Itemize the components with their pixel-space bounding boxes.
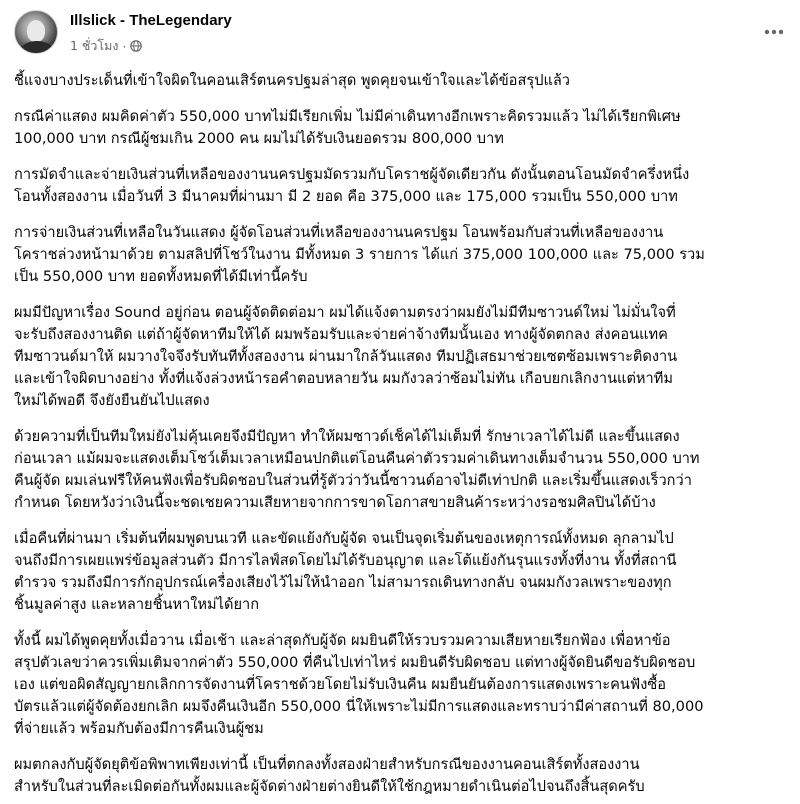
post-text-line: ที่จ่ายแล้ว พร้อมกับต้องมีการคืนเงินผู้ชม (14, 720, 264, 737)
post-text-line: ตำรวจ รวมถึงมีการกักอุปกรณ์เครื่องเสียงไว้ไม่ให้นำออก ไม่สามารถเดินทางกลับ จนผมกังวลเพราะของทุก (14, 574, 672, 591)
post-text-line: ทีมซาวนด์มาให้ ผมวางใจจึงรับทันทีทั้งสองงาน ผ่านมาใกล้วันแสดง ทีมปฏิเสธมาช่วยเซตซ้อมเพราะติดงาน (14, 348, 678, 365)
post-paragraph (14, 302, 788, 412)
post-text-line: กรณีค่าแสดง ผมคิดค่าตัว 550,000 บาทไม่มีเรียกเพิ่ม ไม่มีค่าเดินทางอีกเพราะคิดรวมแล้ว ไม่ได้เรียกพิเศษ (14, 108, 681, 125)
post-text-line: 100,000 บาท กรณีผู้ชมเกิน 2000 คน ผมไม่ได้รับเงินยอดรวม 800,000 บาท (14, 130, 504, 147)
post-header (0, 0, 800, 64)
post-timestamp[interactable]: 1 ชั่วโมง (70, 38, 119, 53)
post-text-line: ด้วยความที่เป็นทีมใหม่ยังไม่คุ้นเคยจึงมีปัญหา ทำให้ผมซาวด์เช็คได้ไม่เต็มที่ รักษาเวลาได้ไม่ดี และขึ้นแสดง (14, 428, 680, 445)
more-options-button[interactable] (762, 20, 786, 44)
post-text-line: โคราชล่วงหน้ามาด้วย ตามสลิปที่โชว์ในงาน มีทั้งหมด 3 รายการ ได้แก่ 375,000 100,000 และ 75,000 รวม (14, 246, 705, 263)
post-text-line: คืนผู้จัด ผมเล่นฟรีให้คนฟังเพื่อรับผิดชอบในส่วนที่รู้ตัวว่าวันนี้ซาวนด์อาจไม่ดีเท่าปกติ และเริ่มขึ้นแสดงเร็วกว่า (14, 472, 692, 489)
meta-separator: · (122, 38, 127, 54)
post-text-line: ชิ้นมูลค่าสูง และหลายชิ้นหาใหม่ได้ยาก (14, 596, 260, 613)
post-meta (70, 36, 142, 56)
post-text-line: ทั้งนี้ ผมได้พูดคุยทั้งเมื่อวาน เมื่อเช้า และล่าสุดกับผู้จัด ผมยินดีให้รวบรวมความเสียหายเรียกฟ้อง เพื่อหาข้อ (14, 632, 671, 649)
post-text-line: การจ่ายเงินส่วนที่เหลือในวันแสดง ผู้จัดโอนส่วนที่เหลือของงานนครปฐม โอนพร้อมกับส่วนที่เหลือของงาน (14, 224, 664, 241)
post-text-line: บัตรแล้วแต่ผู้จัดต้องยกเลิก ผมจึงคืนเงินอีก 550,000 นี่ให้เพราะไม่มีการแสดงและทราบว่ามีค่าสถานที่ 80,000 (14, 698, 704, 715)
post-text-line: ชี้แจงบางประเด็นที่เข้าใจผิดในคอนเสิร์ตนครปฐมล่าสุด พูดคุยจนเข้าใจและได้ข้อสรุปแล้ว (14, 72, 571, 89)
post-text-line: เป็น 550,000 บาท ยอดทั้งหมดที่ได้มีเท่านี้ครับ (14, 268, 308, 285)
post-text-line: เอง แต่ขอผิดสัญญายกเลิกการจัดงานที่โคราชด้วยโดยไม่รับเงินคืน ผมยืนยันต้องการแสดงเพราะคนฟังซื้อ (14, 676, 666, 693)
globe-icon[interactable] (130, 40, 142, 52)
post-text-line: สำหรับในส่วนที่ละเมิดต่อกันทั้งผมและผู้จัดต่างฝ่ายต่างยินดีให้ใช้กฎหมายดำเนินต่อไปจนถึงสิ้นสุดครับ (14, 778, 645, 795)
avatar-face (27, 20, 45, 42)
post-text-line: ใหม่ได้พอดี จึงยังยืนยันไปแสดง (14, 392, 210, 409)
post-text-line: ผมตกลงกับผู้จัดยุติข้อพิพาทเพียงเท่านี้ เป็นที่ตกลงทั้งสองฝ่ายสำหรับกรณีของงานคอนเสิร์ตทั้งสองงาน (14, 756, 640, 773)
post-text-line: จะรับถึงสองงานติด แต่ถ้าผู้จัดหาทีมให้ได้ ผมพร้อมรับและจ่ายค่าจ้างทีมนั้นเอง ทางผู้จัดตกลง ส่งคอนแทค (14, 326, 668, 343)
post-text-line: ก่อนเวลา แม้ผมจะแสดงเต็มโชว์เต็มเวลาเหมือนปกติแต่โอนคืนค่าตัวรวมค่าเดินทางเต็มจำนวน 550,000 บาท (14, 450, 700, 467)
post-paragraph (14, 164, 788, 208)
more-horizontal-icon (764, 29, 784, 35)
post-paragraph (14, 528, 788, 616)
author-name[interactable]: Illslick - TheLegendary (70, 12, 232, 29)
author-avatar[interactable] (14, 10, 58, 54)
post-paragraph (14, 630, 788, 740)
post-text-line: จนถึงมีการเผยแพร่ข้อมูลส่วนตัว มีการไลฟ์สดโดยไม่ได้รับอนุญาต และโต้แย้งกันรุนแรงทั้งที่งาน ทั้งที่สถานี (14, 552, 677, 569)
post-text-line: การมัดจำและจ่ายเงินส่วนที่เหลือของงานนครปฐมมัดรวมกับโคราชผู้จัดเดียวกัน ดังนั้นตอนโอนมัดจำครึ่งหนึ่ง (14, 166, 690, 183)
post-text-line: กำหนด โดยหวังว่าเงินนี้จะชดเชยความเสียหายจากการขาดโอกาสขายสินค้าระหว่างรอชมศิลปินได้บ้าง (14, 494, 656, 511)
post-text-line: เมื่อคืนที่ผ่านมา เริ่มต้นที่ผมพูดบนเวที และขัดแย้งกับผู้จัด จนเป็นจุดเริ่มต้นของเหตุการณ์ทั้งหมด ลุกลามไป (14, 530, 674, 547)
post-text-line: สรุปตัวเลขว่าควรเพิ่มเติมจากค่าตัว 550,000 ที่คืนไปเท่าไหร่ ผมยินดีรับผิดชอบ แต่ทางผู้จัดยินดีขอรับผิดชอบ (14, 654, 696, 671)
post-text-line: ผมมีปัญหาเรื่อง Sound อยู่ก่อน ตอนผู้จัดติดต่อมา ผมได้แจ้งตามตรงว่าผมยังไม่มีทีมซาวนด์ใหม่ ไม่มั่นใจที่ (14, 304, 676, 321)
post-paragraph (14, 754, 788, 798)
post-paragraph (14, 106, 788, 150)
post-body (14, 70, 788, 804)
post-paragraph (14, 426, 788, 514)
post-text-line: และเข้าใจผิดบางอย่าง ทั้งที่แจ้งล่วงหน้ารอคำตอบหลายวัน ผมกังวลว่าซ้อมไม่ทัน เกือบยกเลิกงานแต่หาทีม (14, 370, 673, 387)
post-text-line: โอนทั้งสองงาน เมื่อวันที่ 3 มีนาคมที่ผ่านมา มี 2 ยอด คือ 375,000 และ 175,000 รวมเป็น 550,000 บาท (14, 188, 678, 205)
avatar-body (21, 41, 53, 54)
post-paragraph (14, 222, 788, 288)
post-paragraph (14, 70, 788, 92)
